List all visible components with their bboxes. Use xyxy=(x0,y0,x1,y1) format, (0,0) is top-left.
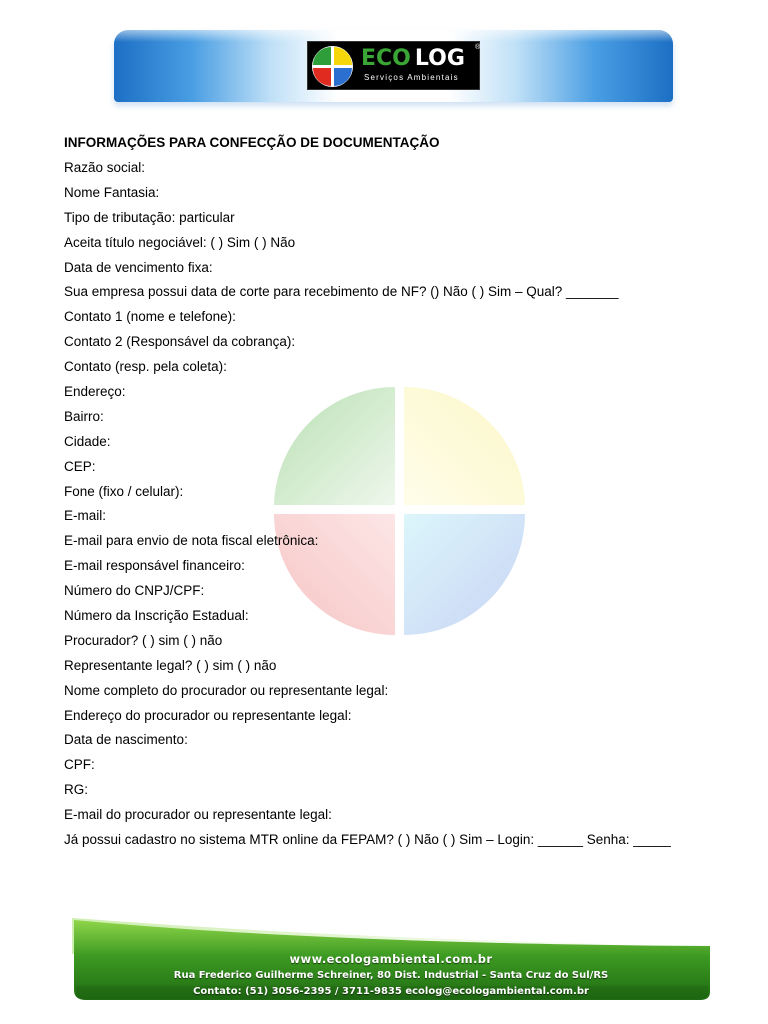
form-field-line: Endereço: xyxy=(64,384,126,400)
form-field-line: E-mail: xyxy=(64,508,107,524)
logo-subtitle: Serviços Ambientais xyxy=(364,73,459,82)
logo-log-text: LOG xyxy=(414,46,465,71)
form-field-line: Contato (resp. pela coleta): xyxy=(64,359,227,375)
footer-address: Rua Frederico Guilherme Schreiner, 80 Dist. Industrial - Santa Cruz do Sul/RS xyxy=(173,970,609,981)
form-field-line: E-mail para envio de nota fiscal eletrônica: xyxy=(64,533,319,549)
form-field-line: Endereço do procurador ou representante legal: xyxy=(64,707,352,723)
form-field-line: Número do CNPJ/CPF: xyxy=(64,583,205,599)
form-field-line: Aceita título negociável: ( ) Sim ( ) Não xyxy=(64,234,296,250)
form-field-line: Razão social: xyxy=(64,160,146,175)
form-field-line: E-mail responsável financeiro: xyxy=(64,558,245,574)
form-field-line: Fone (fixo / celular): xyxy=(64,483,184,499)
form-field-line: Contato 1 (nome e telefone): xyxy=(64,309,236,325)
form-field-line: Sua empresa possui data de corte para recebimento de NF? () Não ( ) Sim – Qual? _______ xyxy=(64,284,619,300)
footer-website: www.ecologambiental.com.br xyxy=(289,952,493,966)
form-field-line: Número da Inscrição Estadual: xyxy=(64,608,249,624)
form-field-line: RG: xyxy=(64,782,89,798)
form-field-line: Bairro: xyxy=(64,408,104,424)
form-field-line: CEP: xyxy=(64,458,96,474)
ecolog-logo xyxy=(307,41,480,90)
form-field-line: Nome Fantasia: xyxy=(64,184,160,200)
form-field-line: Tipo de tributação: particular xyxy=(64,209,235,225)
form-field-line: CPF: xyxy=(64,757,95,773)
form-field-line: E-mail do procurador ou representante legal: xyxy=(64,807,332,823)
registered-mark: ® xyxy=(475,44,481,51)
footer-contact: Contato: (51) 3056-2395 / 3711-9835 ecolog@ecologambiental.com.br xyxy=(193,986,589,997)
form-field-list xyxy=(64,159,744,849)
form-field-line: Representante legal? ( ) sim ( ) não xyxy=(64,657,277,673)
logo-wordmark xyxy=(361,46,465,72)
form-field-line: Data de vencimento fixa: xyxy=(64,259,213,275)
form-field-line: Cidade: xyxy=(64,433,111,449)
form-field-line: Já possui cadastro no sistema MTR online da FEPAM? ( ) Não ( ) Sim – Login: ______ Senha: _____ xyxy=(64,832,671,848)
logo-eco-text: ECO xyxy=(361,46,411,71)
document-body xyxy=(64,134,744,856)
form-field-line: Nome completo do procurador ou representante legal: xyxy=(64,682,389,698)
document-title: INFORMAÇÕES PARA CONFECÇÃO DE DOCUMENTAÇÃO xyxy=(64,135,440,150)
logo-quadrant-icon xyxy=(311,45,354,88)
form-field-line: Contato 2 (Responsável da cobrança): xyxy=(64,334,296,350)
form-field-line: Data de nascimento: xyxy=(64,732,188,748)
form-field-line: Procurador? ( ) sim ( ) não xyxy=(64,632,223,648)
